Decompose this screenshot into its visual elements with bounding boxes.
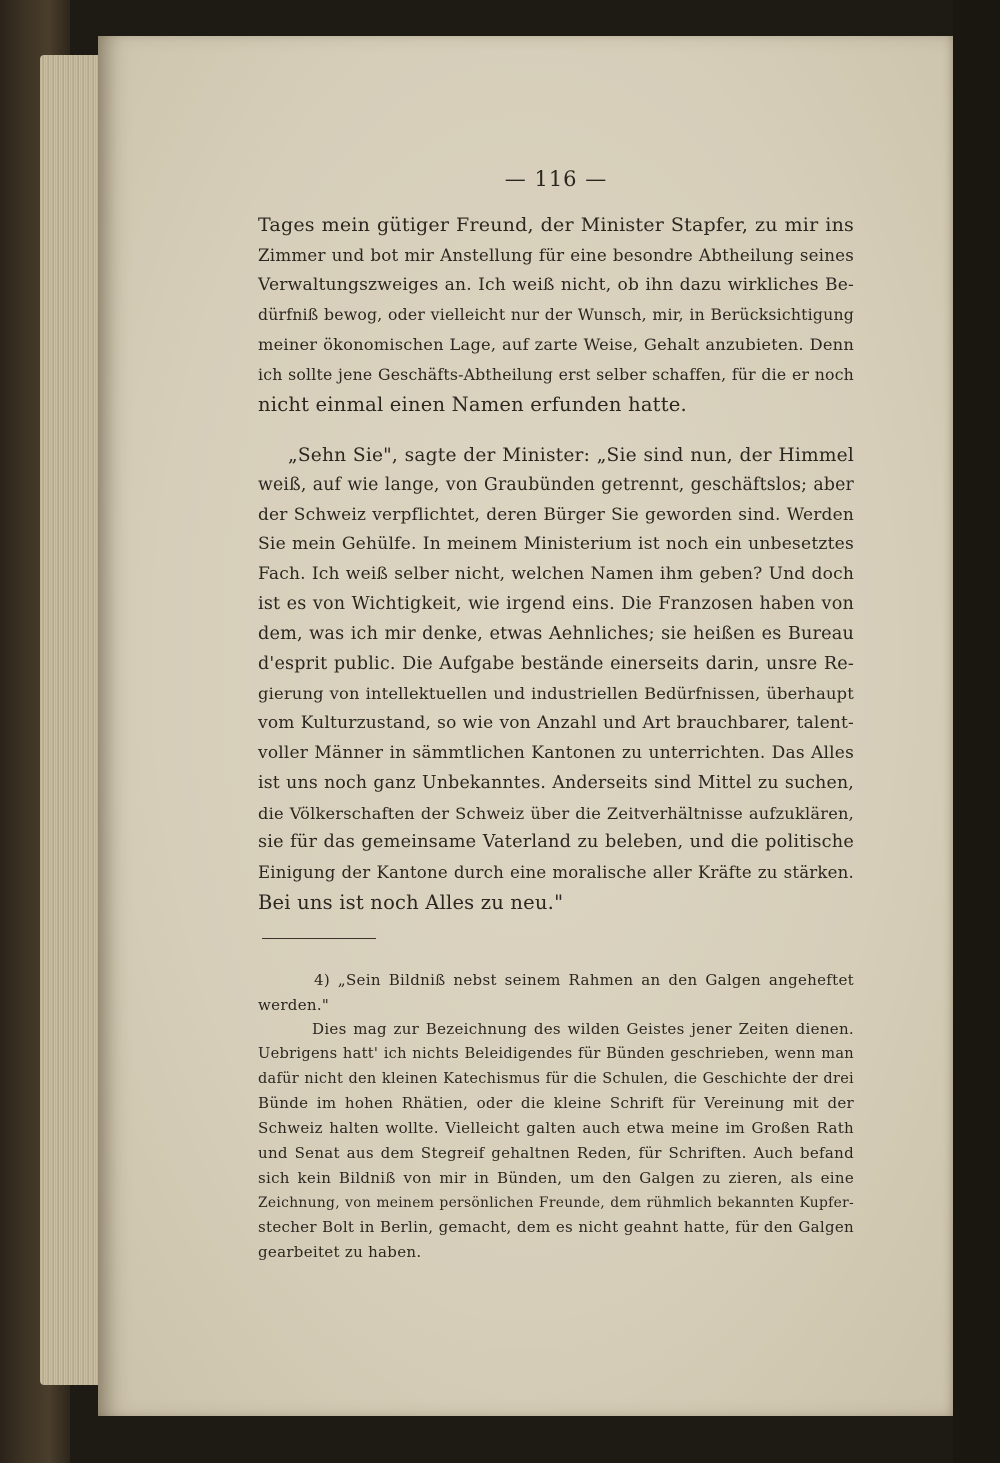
text-line: ist uns noch ganz Unbekanntes. Anderseits sind Mittel zu suchen, [258,772,854,793]
text-line: vom Kulturzustand, so wie von Anzahl und Art brauchbarer, talent- [258,713,854,734]
text-line: weiß, auf wie lange, von Graubünden getrennt, geschäftslos; aber [258,474,854,495]
text-line: Fach. Ich weiß selber nicht, welchen Namen ihm geben? Und doch [258,564,854,585]
page-number: — 116 — [504,167,608,191]
footnote-line: dafür nicht den kleinen Katechismus für die Schulen, die Geschichte der drei [258,1070,854,1087]
text-line: meiner ökonomischen Lage, auf zarte Weise, Gehalt anzubieten. Denn [258,335,854,355]
footnote-reference [258,968,854,1018]
text-line: dürfniß bewog, oder vielleicht nur der Wunsch, mir, in Berücksichtigung [258,305,854,325]
text-line: ist es von Wichtigkeit, wie irgend eins. Die Franzosen haben von [258,593,854,614]
text-line: gierung von intellektuellen und industriellen Bedürfnissen, überhaupt [258,684,854,704]
text-line: d'esprit public. Die Aufgabe bestände einerseits darin, unsre Re- [258,653,854,674]
text-line: Verwaltungszweiges an. Ich weiß nicht, ob ihn dazu wirkliches Be- [258,274,854,295]
text-line: voller Männer in sämmtlichen Kantonen zu unterrichten. Das Alles [258,742,854,763]
footnote-line: Zeichnung, von meinem persönlichen Freunde, dem rühmlich bekannten Kupfer- [258,1194,854,1211]
text-line: sie für das gemeinsame Vaterland zu beleben, und die politische [258,832,854,853]
text-line: Einigung der Kantone durch eine moralische aller Kräfte zu stärken. [258,863,854,883]
paragraph-2 [258,441,854,918]
footnote-line: stecher Bolt in Berlin, gemacht, dem es nicht geahnt hatte, für den Galgen [258,1218,854,1237]
footnote-line: Schweiz halten wollte. Vielleicht galten auch etwa meine im Großen Rath [258,1119,854,1138]
paragraph-1 [258,211,854,420]
footnote-line: 4) „Sein Bildniß nebst seinem Rahmen an den Galgen angeheftet [314,971,854,989]
text-line: „Sehn Sie", sagte der Minister: „Sie sind nun, der Himmel [288,445,854,466]
footnote-line: Dies mag zur Bezeichnung des wilden Geistes jener Zeiten dienen. [312,1020,854,1038]
text-line: Zimmer und bot mir Anstellung für eine besondre Abtheilung seines [258,245,854,265]
text-line: Bei uns ist noch Alles zu neu." [258,890,564,914]
footnote-divider [262,938,376,939]
text-line: Sie mein Gehülfe. In meinem Ministerium ist noch ein unbesetztes [258,534,854,555]
text-line: Tages mein gütiger Freund, der Minister Stapfer, zu mir ins [258,214,854,236]
footnote-body [258,1017,854,1265]
text-line: nicht einmal einen Namen erfunden hatte. [258,392,687,416]
text-line: dem, was ich mir denke, etwas Aehnliches; sie heißen es Bureau [258,623,854,644]
text-line: der Schweiz verpflichtet, deren Bürger Sie geworden sind. Werden [258,504,854,525]
footnote-line: Uebrigens hatt' ich nichts Beleidigendes für Bünden geschrieben, wenn man [258,1044,854,1062]
footnote-line: gearbeitet zu haben. [258,1243,422,1262]
page-edges [40,55,102,1385]
footnote-line: Bünde im hohen Rhätien, oder die kleine Schrift für Vereinung mit der [258,1094,854,1113]
footnote-line: sich kein Bildniß von mir in Bünden, um den Galgen zu zieren, als eine [258,1168,854,1187]
text-line: ich sollte jene Geschäfts-Abtheilung erst selber schaffen, für die er noch [258,364,854,384]
footnote-line: und Senat aus dem Stegreif gehaltnen Reden, für Schriften. Auch befand [258,1143,854,1162]
footnote-line: werden." [258,995,330,1014]
text-line: die Völkerschaften der Schweiz über die Zeitverhältnisse aufzuklären, [258,803,854,823]
scan-background [953,0,1000,1463]
